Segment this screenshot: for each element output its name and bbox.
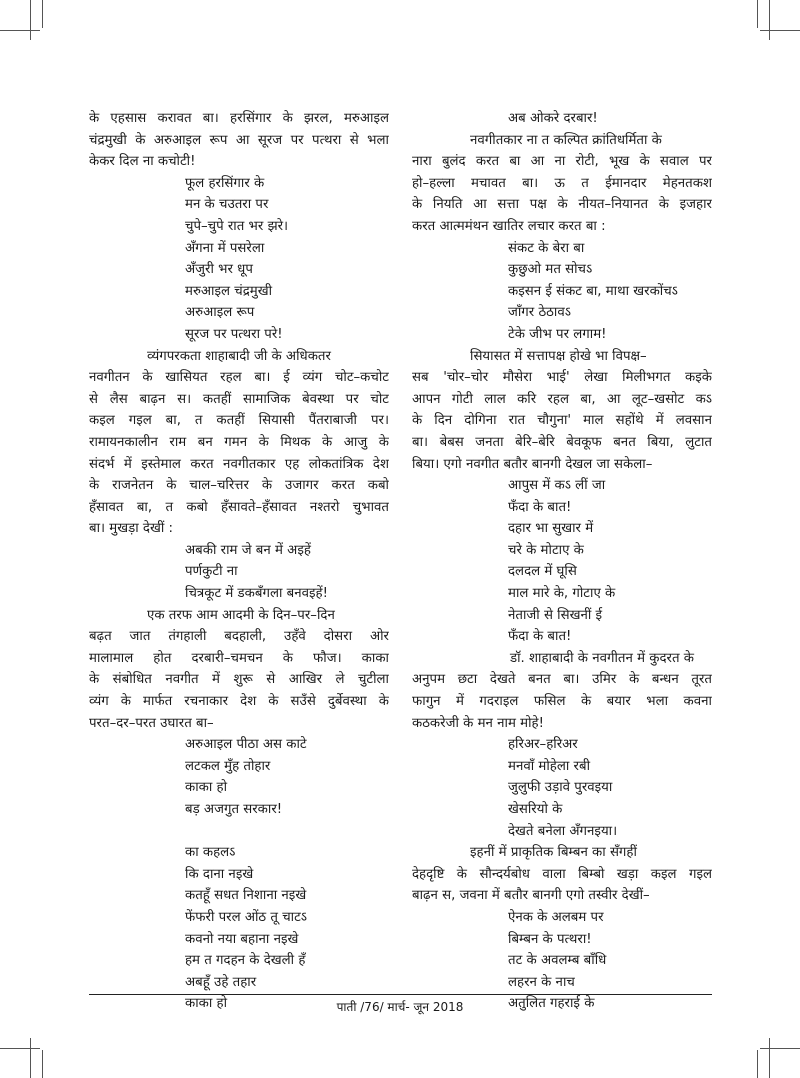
text-line: आपन गोटी लाल करि रहल बा, आ लूट–खसोट कऽ (412, 391, 712, 407)
text-line: नवगीतन के खासियत रहल बा। ई व्यंग चोट–कचोट (89, 370, 389, 386)
verse-line: कुछुओ मत सोचऽ (508, 262, 593, 278)
text-line: परत–दर–परत उघारत बा– (89, 715, 214, 731)
text-line: करत आत्ममंथन खातिर लचार करत बा : (412, 218, 606, 234)
verse-line: फूल हरसिंगार के (185, 175, 265, 191)
text-line: देहदृष्टि के सौन्दर्यबोध वाला बिम्बो खड़ा कइल गइल (412, 866, 712, 882)
verse-line: टेके जीभ पर लगाम! (508, 326, 607, 342)
text-line: फागुन में गदराइल फसिल के बयार भला कवना (412, 694, 712, 710)
verse-line: कतहूँ सधत निशाना नइखे (185, 888, 307, 904)
text-line: चंद्रमुखी के अरुआइल रूप आ सूरज पर पत्थरा से भला (89, 132, 389, 148)
verse-line: हरिअर–हरिअर (508, 737, 578, 753)
verse-line: बिम्बन के पत्थरा! (508, 931, 592, 947)
text-line: बाढ़न स, जवना में बतौर बानगी एगो तस्वीर देखीं– (412, 888, 650, 904)
verse-line: फँदा के बात! (508, 499, 572, 515)
crop-mark (30, 1038, 31, 1078)
text-line: बा। मुखड़ा देखीं : (89, 521, 174, 537)
crop-mark (757, 0, 758, 28)
verse-line: कवनो नया बहाना नइखे (185, 931, 299, 947)
verse-line: नेताजी से सिखनीं ई (508, 607, 603, 623)
verse-line: ऐनक के अलबम पर (508, 909, 604, 925)
verse-line: मन के चउतरा पर (185, 197, 269, 213)
verse-line: अबकी राम जे बन में अइहें (185, 542, 311, 558)
text-line: रामायनकालीन राम बन गमन के मिथक के आजु के (89, 434, 389, 450)
verse-line: संकट के बेरा बा (508, 240, 585, 256)
verse-line: काका हो (185, 780, 228, 796)
crop-mark (0, 30, 40, 31)
verse-line: सूरज पर पत्थरा परे! (185, 326, 283, 342)
text-line: कइल गइल बा, त कतहीं सियासी पैंतराबाजी पर। (89, 413, 389, 429)
text-line: संदर्भ में इस्तेमाल करत नवगीतकार एह लोकतांत्रिक देश (89, 456, 389, 472)
verse-line: दलदल में घूसि (508, 564, 577, 580)
text-line: से लैस बाढ़न स। कतहीं सामाजिक बेवस्था पर चोट (89, 391, 389, 407)
crop-mark (760, 30, 800, 31)
verse-line: पर्णकुटी ना (185, 564, 238, 580)
verse-line: डॉ. शाहाबादी के नवगीतन में कुदरत के (510, 650, 695, 666)
verse-line: लटकल मुँह तोहार (185, 758, 271, 774)
verse-line: एक तरफ आम आदमी के दिन–पर–दिन (147, 607, 335, 623)
text-line: व्यंग के मार्फत रचनाकार देश के सउँसे दुर्बेवस्था के (89, 694, 389, 710)
verse-line: देखते बनेला अँगनइया। (508, 823, 618, 839)
text-line: कठकरेजी के मन नाम मोहे! (412, 715, 544, 731)
verse-line: चुपे–चुपे रात भर झरे। (185, 218, 289, 234)
verse-line: आपुस में कऽ लीं जा (508, 478, 606, 494)
verse-line: अब ओकरे दरबार! (508, 111, 598, 126)
crop-mark (757, 1050, 758, 1078)
verse-line: अरुआइल रूप (185, 305, 255, 321)
verse-line: का कहलऽ (185, 845, 236, 861)
verse-line: दहार भा सुखार में (508, 521, 594, 537)
text-line: बिया। एगो नवगीत बतौर बानगी देखल जा सकेला– (412, 456, 653, 472)
verse-line: जाँगर ठेठावऽ (508, 305, 571, 321)
crop-mark (769, 0, 770, 40)
verse-line: कइसन ई संकट बा, माथा खरकोंचऽ (508, 283, 678, 299)
right-column (412, 108, 712, 1015)
verse-line: अतुलित गहराई के (508, 996, 595, 1012)
verse-line: हम त गदहन के देखली हँ (185, 953, 306, 969)
text-line: के राजनेतन के चाल–चरित्तर के उजागर करत कबो (89, 478, 389, 494)
text-line: के नियति आ सत्ता पक्ष के नीयत–नियानत के इजहार (412, 197, 712, 213)
verse-line: माल मारे के, गोटाए के (508, 586, 616, 602)
verse-line: मनवाँ मोहेला रबी (508, 758, 591, 774)
text-line: केकर दिल ना कचोटी! (89, 154, 196, 170)
verse-line: काका हो (185, 996, 228, 1012)
verse-line: अरुआइल पीठा अस काटे (185, 737, 307, 753)
left-column (89, 108, 389, 1015)
verse-line: खेसरियो के (508, 802, 563, 817)
crop-mark (0, 1048, 40, 1049)
text-line: नारा बुलंद करत बा आ ना रोटी, भूख के सवाल पर (412, 154, 712, 170)
text-line: हँसावत बा, त कबो हँसावते–हँसावत नश्तरो चुभावत (89, 499, 389, 515)
verse-line: कि दाना नइखे (185, 866, 254, 882)
verse-line: तट के अवलम्ब बाँधि (508, 953, 607, 969)
verse-line: बड़ अजगुत सरकार! (185, 802, 283, 817)
crop-mark (769, 1038, 770, 1078)
text-line: के दिन दोगिना रात चौगुना' माल सहोंथे में लवसान (412, 413, 712, 429)
text-line: मालामाल होत दरबारी–चमचन के फौज। काका (89, 650, 389, 666)
verse-line: लहरन के नाच (508, 974, 575, 990)
crop-mark (42, 1050, 43, 1078)
verse-line: इहनीं में प्राकृतिक बिम्बन का सँगहीं (470, 845, 637, 861)
verse-line: फँदा के बात! (508, 629, 572, 645)
verse-line: मरुआइल चंद्रमुखी (185, 283, 273, 299)
stanza-break (89, 821, 389, 843)
footer-rule (89, 994, 712, 995)
text-line: सब 'चोर–चोर मौसेरा भाई' लेखा मिलीभगत कइके (412, 370, 712, 386)
text-line: बढ़त जात तंगहाली बदहाली, उहँवे दोसरा ओर (89, 629, 389, 645)
crop-mark (42, 0, 43, 28)
text-line: के संबोधित नवगीत में शुरू से आखिर ले चुटीला (89, 672, 389, 688)
page-footer: पाती /76/ मार्च- जून 2018 (336, 1000, 464, 1014)
text-line: अनुपम छटा देखते बनत बा। उमिर के बन्धन तूरत (412, 672, 712, 688)
text-line: के एहसास करावत बा। हरसिंगार के झरल, मरुआइल (89, 111, 389, 126)
crop-mark (760, 1048, 800, 1049)
verse-line: जुलुफी उड़ावे पुरवइया (508, 780, 613, 796)
verse-line: नवगीतकार ना त कल्पित क्रांतिधर्मिता के (470, 132, 662, 148)
verse-line: व्यंगपरकता शाहाबादी जी के अधिकतर (147, 348, 331, 364)
verse-line: फेंफरी परल ओंठ तू चाटऽ (185, 909, 307, 925)
verse-line: सियासत में सत्तापक्ष होखे भा विपक्ष– (470, 348, 647, 364)
text-line: बा। बेबस जनता बेरि–बेरि बेवकूफ बनत बिया, लुटात (412, 434, 712, 450)
verse-line: चरे के मोटाए के (508, 542, 584, 558)
verse-line: चित्रकूट में डकबँगला बनवइहें! (185, 586, 328, 602)
crop-mark (30, 0, 31, 40)
text-line: हो–हल्ला मचावत बा। ऊ त ईमानदार मेहनतकश (412, 175, 712, 191)
verse-line: अँजुरी भर धूप (185, 262, 253, 278)
verse-line: अबहूँ उहे तहार (185, 974, 257, 990)
verse-line: अँगना में पसरेला (185, 240, 265, 256)
